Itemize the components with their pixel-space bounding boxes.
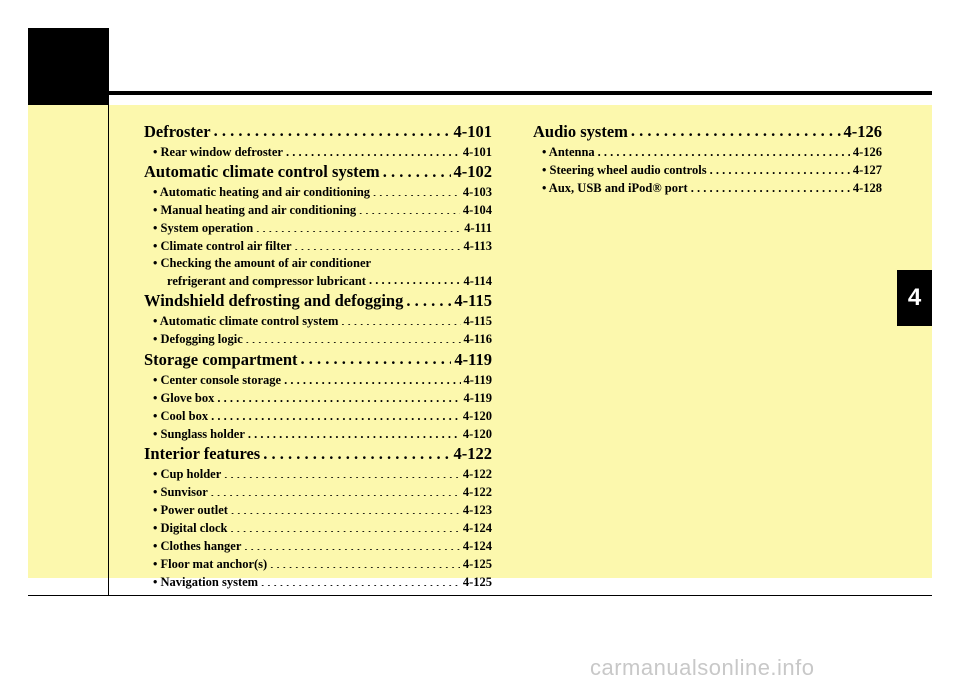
toc-item[interactable] [144, 555, 492, 573]
item-label: • Checking the amount of air conditioner [153, 256, 372, 270]
toc-item[interactable] [144, 143, 492, 161]
leader-dots [406, 290, 451, 307]
section-title: Audio system [533, 121, 628, 141]
item-label: • Automatic climate control system [153, 314, 339, 328]
toc-item[interactable] [144, 201, 492, 219]
leader-dots [211, 484, 460, 497]
item-page: 4-125 [462, 575, 492, 589]
item-label: • Navigation system [153, 575, 259, 589]
leader-dots [224, 466, 460, 479]
item-page: 4-126 [852, 144, 882, 159]
toc-left-column [144, 120, 492, 591]
toc-item[interactable] [533, 161, 882, 179]
item-page: 4-104 [462, 203, 492, 217]
section-title: Automatic climate control system [144, 162, 380, 181]
item-label: • Climate control air filter [153, 239, 292, 253]
item-page: 4-127 [852, 162, 882, 177]
item-label: • Cool box [153, 408, 209, 423]
item-page: 4-122 [462, 467, 492, 481]
toc-item[interactable] [144, 330, 492, 348]
item-label: • Digital clock [153, 521, 228, 535]
item-label: • Steering wheel audio controls [542, 162, 707, 177]
item-label: • Power outlet [153, 503, 228, 517]
toc-item[interactable] [144, 501, 492, 519]
toc-section[interactable] [144, 120, 492, 143]
leader-dots [691, 179, 850, 192]
item-label: • Sunvisor [153, 485, 208, 499]
toc-item[interactable] [533, 143, 882, 161]
item-page: 4-124 [462, 521, 492, 535]
toc-item[interactable] [144, 183, 492, 201]
toc-item[interactable] [144, 537, 492, 555]
toc-item[interactable] [144, 237, 492, 255]
item-page: 4-128 [852, 180, 882, 195]
item-page: 4-120 [462, 426, 492, 441]
item-label: • Clothes hanger [153, 539, 242, 553]
toc-item[interactable] [144, 465, 492, 483]
toc-item[interactable] [144, 255, 492, 290]
toc-section[interactable] [144, 348, 492, 371]
toc-section[interactable] [144, 443, 492, 466]
leader-dots [217, 389, 460, 402]
toc-item[interactable] [533, 179, 882, 197]
item-page: 4-116 [463, 332, 492, 346]
toc-item[interactable] [144, 425, 492, 443]
leader-dots [295, 238, 461, 251]
section-page: 4-122 [453, 444, 492, 463]
item-page: 4-101 [462, 144, 492, 159]
toc-right-column [533, 120, 882, 197]
leader-dots [256, 220, 461, 233]
section-page: 4-115 [454, 291, 492, 310]
leader-dots [214, 120, 451, 137]
toc-item[interactable] [144, 371, 492, 389]
toc-item[interactable] [144, 407, 492, 425]
toc-item[interactable] [144, 389, 492, 407]
section-page: 4-102 [453, 162, 492, 181]
toc-section[interactable] [144, 161, 492, 184]
section-title: Defroster [144, 121, 211, 141]
item-label: • Manual heating and air conditioning [153, 203, 357, 217]
item-page: 4-111 [464, 221, 492, 235]
item-page: 4-122 [462, 485, 492, 499]
item-page: 4-125 [462, 557, 492, 571]
leader-dots [263, 443, 450, 460]
leader-dots [284, 371, 460, 384]
toc-item[interactable] [144, 219, 492, 237]
toc-item[interactable] [144, 519, 492, 537]
leader-dots [710, 161, 850, 174]
item-page: 4-119 [463, 372, 492, 387]
section-title: Windshield defrosting and defogging [144, 291, 404, 310]
item-label: • Aux, USB and iPod® port [542, 180, 688, 195]
item-label: • Defogging logic [153, 332, 243, 346]
item-page: 4-115 [463, 314, 492, 328]
item-page: 4-119 [463, 390, 492, 405]
item-page: 4-103 [462, 185, 492, 199]
leader-dots [248, 425, 460, 438]
toc-item[interactable] [144, 483, 492, 501]
chapter-tab[interactable]: 4 [897, 270, 932, 326]
toc-item[interactable] [144, 573, 492, 591]
corner-block [28, 28, 109, 105]
section-page: 4-126 [843, 121, 882, 141]
leader-dots [373, 184, 460, 197]
section-page: 4-101 [453, 121, 492, 141]
leader-dots [261, 574, 460, 587]
item-label: • Center console storage [153, 372, 282, 387]
watermark: carmanualsonline.info [590, 655, 815, 680]
leader-dots [598, 143, 850, 156]
item-label: • Antenna [542, 144, 595, 159]
item-label: • Glove box [153, 390, 215, 405]
toc-section[interactable] [533, 120, 882, 143]
leader-dots [341, 313, 460, 326]
item-page: 4-113 [463, 239, 492, 253]
leader-dots [231, 502, 460, 515]
item-label: • Rear window defroster [153, 144, 283, 159]
leader-dots [383, 161, 451, 178]
leader-dots [631, 120, 841, 137]
item-page: 4-124 [462, 539, 492, 553]
footer-rule [28, 595, 932, 596]
item-label: • Automatic heating and air conditioning [153, 185, 371, 199]
item-page: 4-114 [463, 273, 492, 288]
leader-dots [286, 143, 460, 156]
leader-dots [246, 331, 461, 344]
leader-dots [369, 272, 461, 285]
leader-dots [211, 407, 460, 420]
item-label: • Sunglass holder [153, 426, 245, 441]
margin-rule [108, 95, 109, 596]
leader-dots [301, 348, 452, 365]
leader-dots [244, 538, 459, 551]
leader-dots [231, 520, 460, 533]
item-label-continuation: refrigerant and compressor lubricant [167, 273, 366, 288]
section-title: Storage compartment [144, 349, 298, 369]
item-page: 4-123 [462, 503, 492, 517]
item-label: • Floor mat anchor(s) [153, 557, 268, 571]
leader-dots [270, 556, 460, 569]
leader-dots [359, 202, 460, 215]
section-page: 4-119 [454, 349, 492, 369]
item-page: 4-120 [462, 408, 492, 423]
toc-section[interactable] [144, 290, 492, 313]
section-title: Interior features [144, 444, 261, 463]
item-label: • System operation [153, 221, 254, 235]
header-rule [109, 91, 932, 95]
item-label: • Cup holder [153, 467, 222, 481]
toc-item[interactable] [144, 312, 492, 330]
